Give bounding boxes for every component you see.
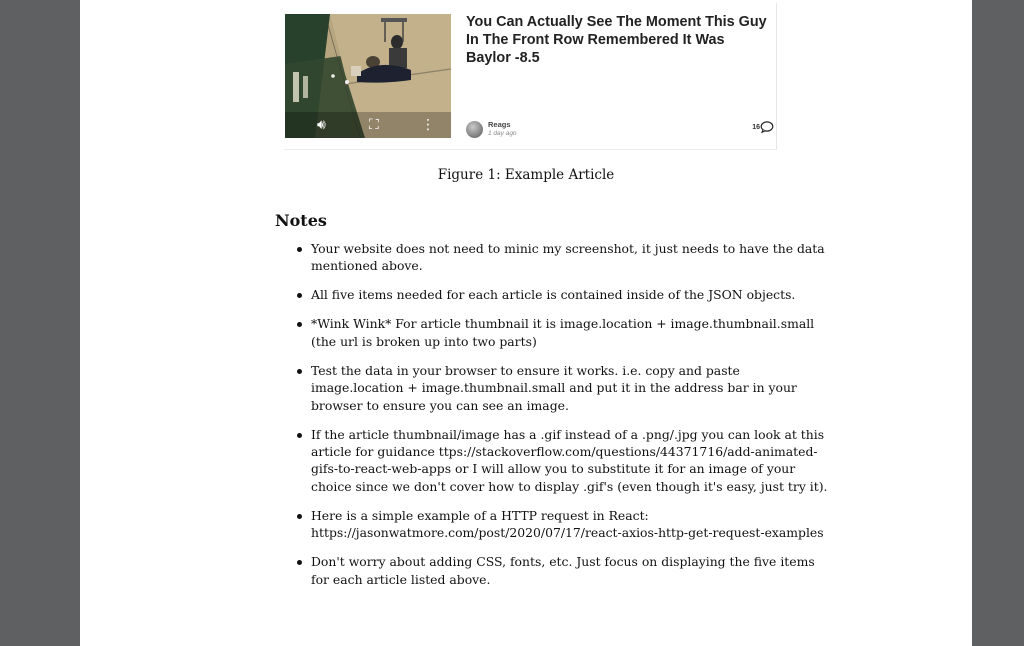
- list-item: *Wink Wink* For article thumbnail it is image.location + image.thumbnail.small (the url is broken up into two parts): [275, 315, 835, 350]
- comment-bubble-icon[interactable]: [760, 121, 774, 133]
- list-item: If the article thumbnail/image has a .gif instead of a .png/.jpg you can look at this article for guidance ttps://stackoverflow.com/questions/44371716/add-animated-gifs-to-react-web-apps or I will allow you to substitute it for an image of your choice since we don't cover how to display .gif's (even though it's easy, just try it).: [275, 426, 835, 496]
- article-age: 1 day ago: [488, 130, 517, 137]
- document-page: [80, 0, 972, 646]
- figure-caption: Figure 1: Example Article: [437, 167, 615, 183]
- list-item: Here is a simple example of a HTTP request in React: https://jasonwatmore.com/post/2020/07/17/react-axios-http-get-request-examples: [275, 507, 835, 542]
- author-avatar: [466, 121, 483, 138]
- article-card[interactable]: [284, 3, 777, 150]
- list-item: Don't worry about adding CSS, fonts, etc. Just focus on displaying the five items for each article listed above.: [275, 553, 835, 588]
- volume-icon[interactable]: 🔊︎: [317, 117, 326, 133]
- list-item: All five items needed for each article is contained inside of the JSON objects.: [275, 286, 835, 303]
- list-item: Test the data in your browser to ensure it works. i.e. copy and paste image.location + image.thumbnail.small and put it in the address bar in your browser to ensure you can see an image.: [275, 362, 835, 414]
- list-item: Your website does not need to minic my screenshot, it just needs to have the data mentioned above.: [275, 240, 835, 275]
- notes-list: [275, 240, 835, 600]
- article-thumbnail-video[interactable]: [285, 14, 451, 138]
- article-title[interactable]: You Can Actually See The Moment This Guy In The Front Row Remembered It Was Baylor -8.5: [466, 14, 767, 66]
- comment-count[interactable]: 16: [752, 124, 760, 131]
- fullscreen-icon[interactable]: ⛶: [369, 117, 379, 133]
- notes-heading: Notes: [275, 211, 327, 230]
- more-vertical-icon[interactable]: ⋮: [421, 117, 435, 133]
- article-author[interactable]: Reags: [488, 120, 511, 129]
